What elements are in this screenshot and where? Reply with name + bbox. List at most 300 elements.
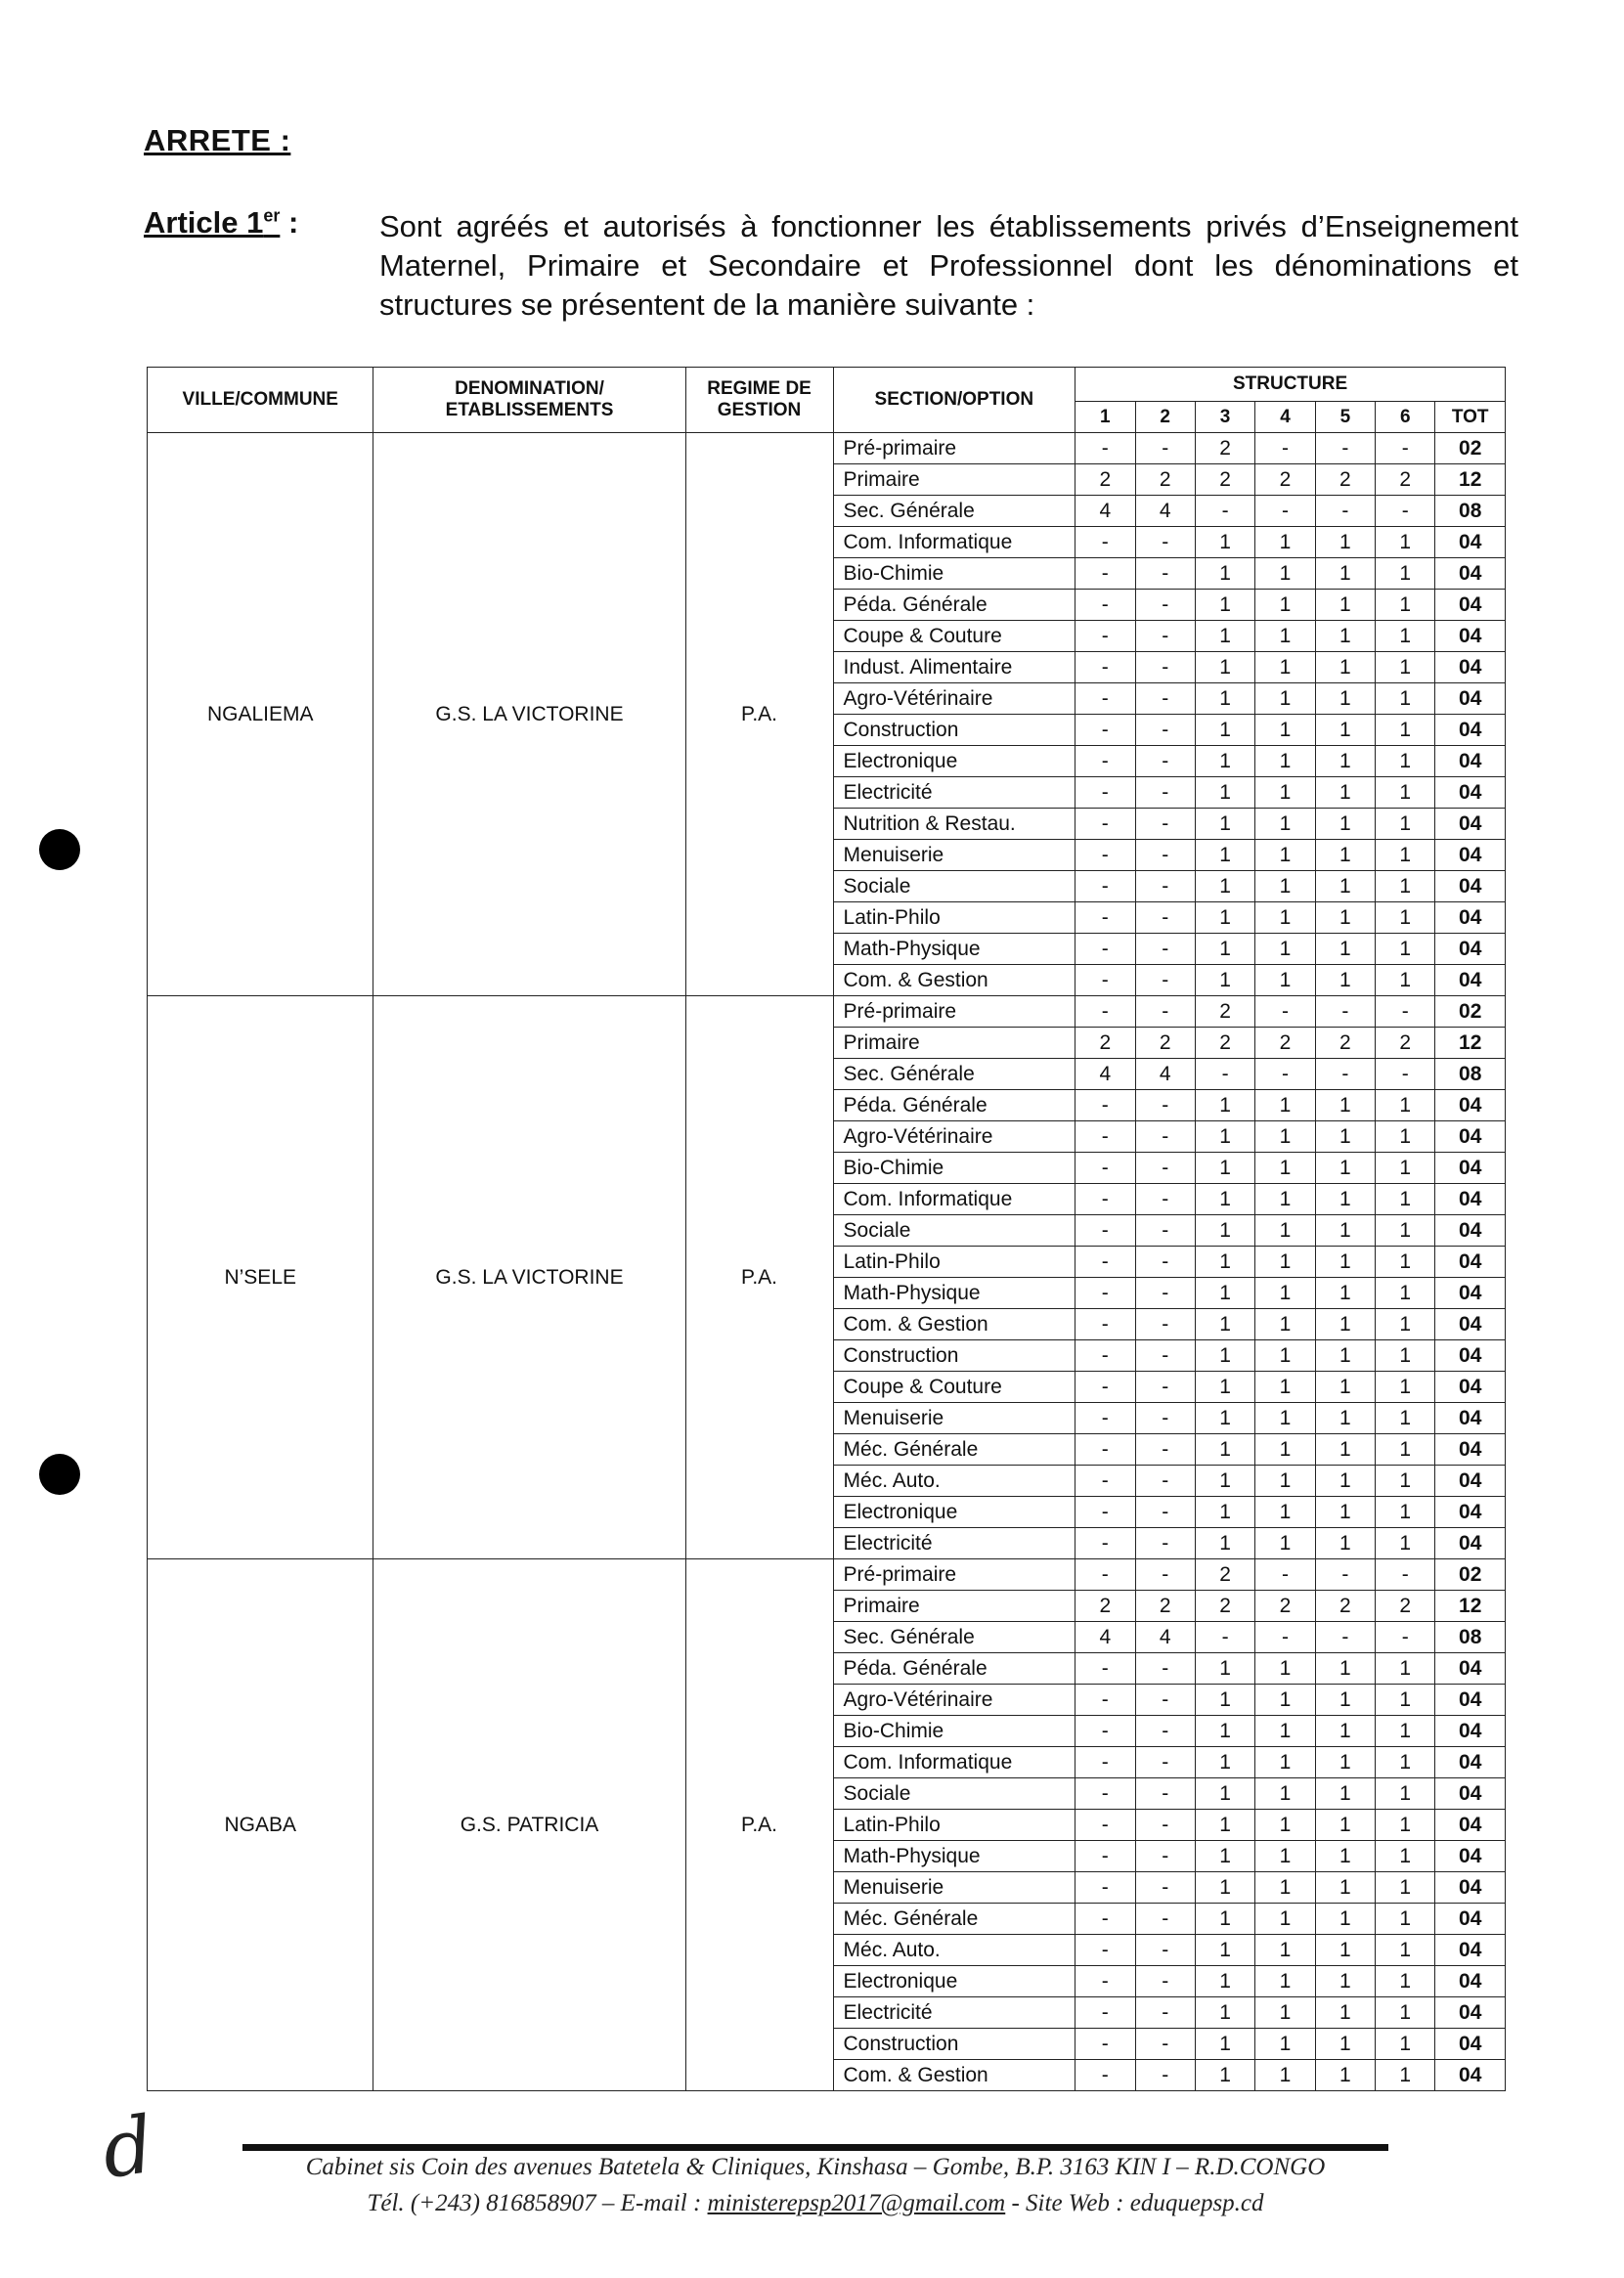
year-value-cell: - [1135,1372,1195,1403]
total-cell: 04 [1435,1403,1506,1434]
year-value-cell: - [1135,1997,1195,2029]
year-value-cell: 1 [1376,1090,1435,1121]
section-cell: Construction [833,2029,1075,2060]
year-value-cell: 1 [1376,1497,1435,1528]
year-value-cell: 1 [1376,1747,1435,1778]
year-value-cell: 4 [1135,1622,1195,1653]
year-value-cell: 1 [1255,809,1315,840]
year-value-cell: 1 [1255,1841,1315,1872]
year-value-cell: - [1135,1935,1195,1966]
section-cell: Méc. Générale [833,1434,1075,1466]
section-cell: Sociale [833,1215,1075,1247]
year-value-cell: 2 [1255,1591,1315,1622]
year-value-cell: 2 [1255,464,1315,496]
year-value-cell: - [1135,1215,1195,1247]
year-value-cell: - [1135,1747,1195,1778]
year-value-cell: - [1255,1059,1315,1090]
year-value-cell: 1 [1255,652,1315,683]
year-value-cell: 1 [1195,1653,1254,1685]
year-value-cell: 1 [1255,621,1315,652]
year-value-cell: 1 [1255,1340,1315,1372]
year-value-cell: 2 [1376,464,1435,496]
year-value-cell: - [1135,1121,1195,1153]
year-value-cell: 1 [1255,1403,1315,1434]
year-value-cell: 1 [1315,1997,1375,2029]
year-value-cell: - [1075,652,1135,683]
year-value-cell: 1 [1255,1434,1315,1466]
total-cell: 04 [1435,1997,1506,2029]
year-value-cell: 1 [1255,1215,1315,1247]
year-value-cell: - [1075,840,1135,871]
year-value-cell: 1 [1255,1247,1315,1278]
year-value-cell: 1 [1376,965,1435,996]
year-value-cell: - [1135,1309,1195,1340]
year-value-cell: - [1075,1872,1135,1904]
year-value-cell: 1 [1195,1184,1254,1215]
year-value-cell: - [1075,1340,1135,1372]
year-value-cell: - [1135,558,1195,590]
year-value-cell: 1 [1376,1997,1435,2029]
year-value-cell: 1 [1195,1153,1254,1184]
header-year: 5 [1315,402,1375,433]
year-value-cell: 1 [1255,1497,1315,1528]
year-value-cell: 1 [1376,1278,1435,1309]
year-value-cell: 1 [1255,1904,1315,1935]
year-value-cell: 1 [1376,683,1435,715]
section-cell: Menuiserie [833,1872,1075,1904]
section-cell: Indust. Alimentaire [833,652,1075,683]
total-cell: 12 [1435,1028,1506,1059]
header-ville: VILLE/COMMUNE [148,368,373,433]
year-value-cell: 1 [1255,1716,1315,1747]
total-cell: 04 [1435,715,1506,746]
year-value-cell: 1 [1315,1372,1375,1403]
header-year: 1 [1075,402,1135,433]
year-value-cell: - [1376,1622,1435,1653]
year-value-cell: - [1135,902,1195,934]
year-value-cell: - [1075,996,1135,1028]
year-value-cell: 1 [1255,1685,1315,1716]
total-cell: 02 [1435,433,1506,464]
year-value-cell: 1 [1255,1810,1315,1841]
total-cell: 04 [1435,1215,1506,1247]
table-body [148,433,1506,2091]
section-cell: Agro-Vétérinaire [833,683,1075,715]
year-value-cell: 1 [1376,1372,1435,1403]
year-value-cell: - [1075,902,1135,934]
year-value-cell: 1 [1195,1497,1254,1528]
section-cell: Math-Physique [833,1841,1075,1872]
total-cell: 04 [1435,1309,1506,1340]
year-value-cell: - [1075,1685,1135,1716]
year-value-cell: - [1376,1059,1435,1090]
year-value-cell: 1 [1315,1716,1375,1747]
year-value-cell: 1 [1315,777,1375,809]
year-value-cell: 1 [1195,1685,1254,1716]
year-value-cell: 1 [1376,1340,1435,1372]
table-row [148,1559,1506,1591]
year-value-cell: 1 [1376,1685,1435,1716]
total-cell: 02 [1435,1559,1506,1591]
year-value-cell: - [1315,1059,1375,1090]
year-value-cell: 2 [1376,1028,1435,1059]
section-cell: Pré-primaire [833,996,1075,1028]
ville-cell: NGALIEMA [148,433,373,996]
year-value-cell: 1 [1315,527,1375,558]
year-value-cell: - [1075,1810,1135,1841]
section-cell: Latin-Philo [833,902,1075,934]
etablissement-cell: G.S. LA VICTORINE [373,433,685,996]
section-cell: Bio-Chimie [833,1716,1075,1747]
year-value-cell: 1 [1195,1747,1254,1778]
year-value-cell: 1 [1376,1716,1435,1747]
year-value-cell: 1 [1376,558,1435,590]
year-value-cell: - [1135,840,1195,871]
year-value-cell: 1 [1376,1653,1435,1685]
year-value-cell: - [1075,1278,1135,1309]
section-cell: Menuiserie [833,1403,1075,1434]
footer-rule [242,2144,1388,2151]
total-cell: 04 [1435,558,1506,590]
year-value-cell: 1 [1195,1997,1254,2029]
year-value-cell: 1 [1195,2029,1254,2060]
section-cell: Agro-Vétérinaire [833,1121,1075,1153]
year-value-cell: - [1255,996,1315,1028]
year-value-cell: 1 [1195,840,1254,871]
year-value-cell: - [1075,1372,1135,1403]
year-value-cell: 1 [1255,1966,1315,1997]
total-cell: 04 [1435,1278,1506,1309]
year-value-cell: - [1075,1778,1135,1810]
year-value-cell: - [1075,965,1135,996]
year-value-cell: 1 [1195,1372,1254,1403]
total-cell: 04 [1435,1372,1506,1403]
year-value-cell: 1 [1376,1778,1435,1810]
year-value-cell: - [1135,1403,1195,1434]
year-value-cell: - [1135,1340,1195,1372]
year-value-cell: 1 [1255,1872,1315,1904]
section-cell: Latin-Philo [833,1247,1075,1278]
year-value-cell: 1 [1195,715,1254,746]
year-value-cell: 2 [1315,1591,1375,1622]
year-value-cell: - [1075,1403,1135,1434]
year-value-cell: 1 [1315,934,1375,965]
year-value-cell: 1 [1255,1747,1315,1778]
year-value-cell: 1 [1255,934,1315,965]
year-value-cell: - [1135,1810,1195,1841]
year-value-cell: 1 [1315,1434,1375,1466]
regime-cell: P.A. [685,996,833,1559]
year-value-cell: 1 [1315,1935,1375,1966]
section-cell: Primaire [833,1591,1075,1622]
year-value-cell: 1 [1195,965,1254,996]
year-value-cell: 1 [1255,1528,1315,1559]
year-value-cell: 1 [1376,1872,1435,1904]
year-value-cell: - [1376,1559,1435,1591]
year-value-cell: - [1075,777,1135,809]
total-cell: 04 [1435,1247,1506,1278]
total-cell: 04 [1435,527,1506,558]
year-value-cell: 1 [1376,715,1435,746]
year-value-cell: - [1376,996,1435,1028]
total-cell: 04 [1435,2060,1506,2091]
year-value-cell: - [1135,527,1195,558]
section-cell: Bio-Chimie [833,558,1075,590]
year-value-cell: - [1075,1247,1135,1278]
year-value-cell: 1 [1195,1278,1254,1309]
year-value-cell: 1 [1376,1841,1435,1872]
article-label-main: Article 1 [144,205,264,240]
year-value-cell: 1 [1195,871,1254,902]
year-value-cell: 2 [1195,1559,1254,1591]
year-value-cell: - [1135,1528,1195,1559]
year-value-cell: - [1135,2029,1195,2060]
year-value-cell: - [1376,433,1435,464]
footer-website: - Site Web : eduquepsp.cd [1005,2190,1264,2216]
year-value-cell: 1 [1315,1247,1375,1278]
total-cell: 04 [1435,809,1506,840]
year-value-cell: 1 [1255,1653,1315,1685]
year-value-cell: 2 [1255,1028,1315,1059]
section-cell: Com. & Gestion [833,965,1075,996]
year-value-cell: - [1075,2029,1135,2060]
year-value-cell: 1 [1315,746,1375,777]
total-cell: 02 [1435,996,1506,1028]
year-value-cell: - [1315,1559,1375,1591]
year-value-cell: 1 [1195,621,1254,652]
year-value-cell: 2 [1135,1028,1195,1059]
section-cell: Electricité [833,1997,1075,2029]
section-cell: Sec. Générale [833,496,1075,527]
year-value-cell: 1 [1376,1528,1435,1559]
section-cell: Construction [833,1340,1075,1372]
section-cell: Com. Informatique [833,527,1075,558]
year-value-cell: 1 [1315,1278,1375,1309]
etablissement-cell: G.S. PATRICIA [373,1559,685,2091]
year-value-cell: 1 [1376,1904,1435,1935]
year-value-cell: 1 [1255,871,1315,902]
footer-contact [242,2190,1388,2217]
total-cell: 04 [1435,590,1506,621]
year-value-cell: 1 [1195,1215,1254,1247]
table-row [148,996,1506,1028]
year-value-cell: - [1075,1497,1135,1528]
section-cell: Sociale [833,871,1075,902]
year-value-cell: 1 [1315,1184,1375,1215]
year-value-cell: - [1135,965,1195,996]
year-value-cell: 1 [1315,1497,1375,1528]
year-value-cell: - [1255,433,1315,464]
year-value-cell: - [1075,621,1135,652]
year-value-cell: - [1075,1309,1135,1340]
total-cell: 04 [1435,902,1506,934]
total-cell: 04 [1435,2029,1506,2060]
total-cell: 04 [1435,1778,1506,1810]
header-section: SECTION/OPTION [833,368,1075,433]
section-cell: Electronique [833,1497,1075,1528]
year-value-cell: 1 [1195,1935,1254,1966]
year-value-cell: 1 [1255,2060,1315,2091]
year-value-cell: - [1135,683,1195,715]
year-value-cell: 1 [1255,1153,1315,1184]
section-cell: Construction [833,715,1075,746]
year-value-cell: 2 [1135,464,1195,496]
year-value-cell: 1 [1376,777,1435,809]
year-value-cell: 1 [1255,777,1315,809]
year-value-cell: - [1135,871,1195,902]
year-value-cell: 1 [1315,809,1375,840]
year-value-cell: 1 [1315,1778,1375,1810]
total-cell: 04 [1435,1872,1506,1904]
year-value-cell: - [1135,1653,1195,1685]
year-value-cell: 1 [1195,1841,1254,1872]
year-value-cell: 1 [1315,1090,1375,1121]
total-cell: 04 [1435,1935,1506,1966]
year-value-cell: 1 [1255,1372,1315,1403]
section-cell: Coupe & Couture [833,1372,1075,1403]
year-value-cell: 1 [1376,1966,1435,1997]
punch-hole-mark [39,1454,80,1495]
year-value-cell: 4 [1075,496,1135,527]
total-cell: 04 [1435,1966,1506,1997]
year-value-cell: - [1135,777,1195,809]
year-value-cell: 1 [1195,1778,1254,1810]
year-value-cell: - [1075,590,1135,621]
header-tot: TOT [1435,402,1506,433]
year-value-cell: - [1075,683,1135,715]
year-value-cell: 1 [1376,652,1435,683]
year-value-cell: 1 [1255,1935,1315,1966]
year-value-cell: - [1315,433,1375,464]
section-cell: Bio-Chimie [833,1153,1075,1184]
year-value-cell: 1 [1195,590,1254,621]
year-value-cell: 1 [1195,1904,1254,1935]
year-value-cell: 1 [1195,527,1254,558]
section-cell: Com. Informatique [833,1184,1075,1215]
total-cell: 04 [1435,1497,1506,1528]
year-value-cell: - [1135,621,1195,652]
footer-address: Cabinet sis Coin des avenues Batetela & Cliniques, Kinshasa – Gombe, B.P. 3163 KIN I – R.D.CONGO [305,2154,1326,2180]
year-value-cell: - [1075,1716,1135,1747]
year-value-cell: 1 [1255,715,1315,746]
year-value-cell: 2 [1195,433,1254,464]
year-value-cell: 1 [1315,1685,1375,1716]
year-value-cell: 1 [1315,2029,1375,2060]
year-value-cell: 1 [1315,871,1375,902]
total-cell: 04 [1435,1184,1506,1215]
signature-mark: d [96,2098,159,2197]
section-cell: Méc. Auto. [833,1466,1075,1497]
section-cell: Com. & Gestion [833,1309,1075,1340]
year-value-cell: 1 [1255,1466,1315,1497]
year-value-cell: 1 [1376,2029,1435,2060]
year-value-cell: - [1075,1184,1135,1215]
year-value-cell: 1 [1315,1528,1375,1559]
year-value-cell: - [1315,496,1375,527]
total-cell: 04 [1435,1434,1506,1466]
year-value-cell: - [1135,1841,1195,1872]
year-value-cell: 1 [1255,1778,1315,1810]
year-value-cell: - [1135,1904,1195,1935]
year-value-cell: - [1255,1559,1315,1591]
year-value-cell: 4 [1075,1622,1135,1653]
total-cell: 04 [1435,1153,1506,1184]
article-label-sup: er [263,205,281,226]
year-value-cell: 1 [1376,1153,1435,1184]
total-cell: 04 [1435,1121,1506,1153]
year-value-cell: - [1315,996,1375,1028]
year-value-cell: - [1075,1215,1135,1247]
year-value-cell: 1 [1376,590,1435,621]
year-value-cell: 1 [1376,621,1435,652]
year-value-cell: 1 [1195,1466,1254,1497]
article-label-colon: : [280,205,299,240]
year-value-cell: - [1135,1497,1195,1528]
total-cell: 04 [1435,1653,1506,1685]
year-value-cell: - [1075,1841,1135,1872]
year-value-cell: - [1075,715,1135,746]
section-cell: Electronique [833,746,1075,777]
footer-phone: Tél. (+243) 816858907 – E-mail : [367,2190,708,2216]
etablissement-cell: G.S. LA VICTORINE [373,996,685,1559]
year-value-cell: 1 [1376,934,1435,965]
header-year: 2 [1135,402,1195,433]
year-value-cell: 1 [1315,1841,1375,1872]
total-cell: 04 [1435,683,1506,715]
year-value-cell: 1 [1315,1747,1375,1778]
year-value-cell: - [1135,809,1195,840]
year-value-cell: - [1075,1559,1135,1591]
year-value-cell: 1 [1195,1434,1254,1466]
year-value-cell: 1 [1376,871,1435,902]
year-value-cell: 1 [1315,1403,1375,1434]
total-cell: 04 [1435,746,1506,777]
year-value-cell: 1 [1315,902,1375,934]
regime-cell: P.A. [685,433,833,996]
year-value-cell: 1 [1315,1904,1375,1935]
year-value-cell: 1 [1315,1121,1375,1153]
year-value-cell: - [1075,527,1135,558]
header-denomination: DENOMINATION/ ETABLISSEMENTS [373,368,685,433]
year-value-cell: 2 [1315,1028,1375,1059]
year-value-cell: - [1135,1559,1195,1591]
total-cell: 04 [1435,840,1506,871]
year-value-cell: 1 [1376,902,1435,934]
year-value-cell: 1 [1195,809,1254,840]
year-value-cell: 1 [1315,590,1375,621]
year-value-cell: 1 [1255,2029,1315,2060]
year-value-cell: 1 [1315,1340,1375,1372]
year-value-cell: - [1075,1935,1135,1966]
year-value-cell: 1 [1195,558,1254,590]
year-value-cell: 1 [1315,1215,1375,1247]
year-value-cell: 2 [1075,1591,1135,1622]
section-cell: Coupe & Couture [833,621,1075,652]
year-value-cell: - [1075,558,1135,590]
year-value-cell: - [1135,1090,1195,1121]
year-value-cell: 1 [1315,1466,1375,1497]
year-value-cell: - [1135,1466,1195,1497]
year-value-cell: - [1075,1997,1135,2029]
year-value-cell: 1 [1376,840,1435,871]
year-value-cell: 1 [1376,1184,1435,1215]
total-cell: 04 [1435,1810,1506,1841]
year-value-cell: - [1376,496,1435,527]
section-cell: Péda. Générale [833,1090,1075,1121]
year-value-cell: 4 [1075,1059,1135,1090]
year-value-cell: 1 [1376,1309,1435,1340]
section-cell: Menuiserie [833,840,1075,871]
